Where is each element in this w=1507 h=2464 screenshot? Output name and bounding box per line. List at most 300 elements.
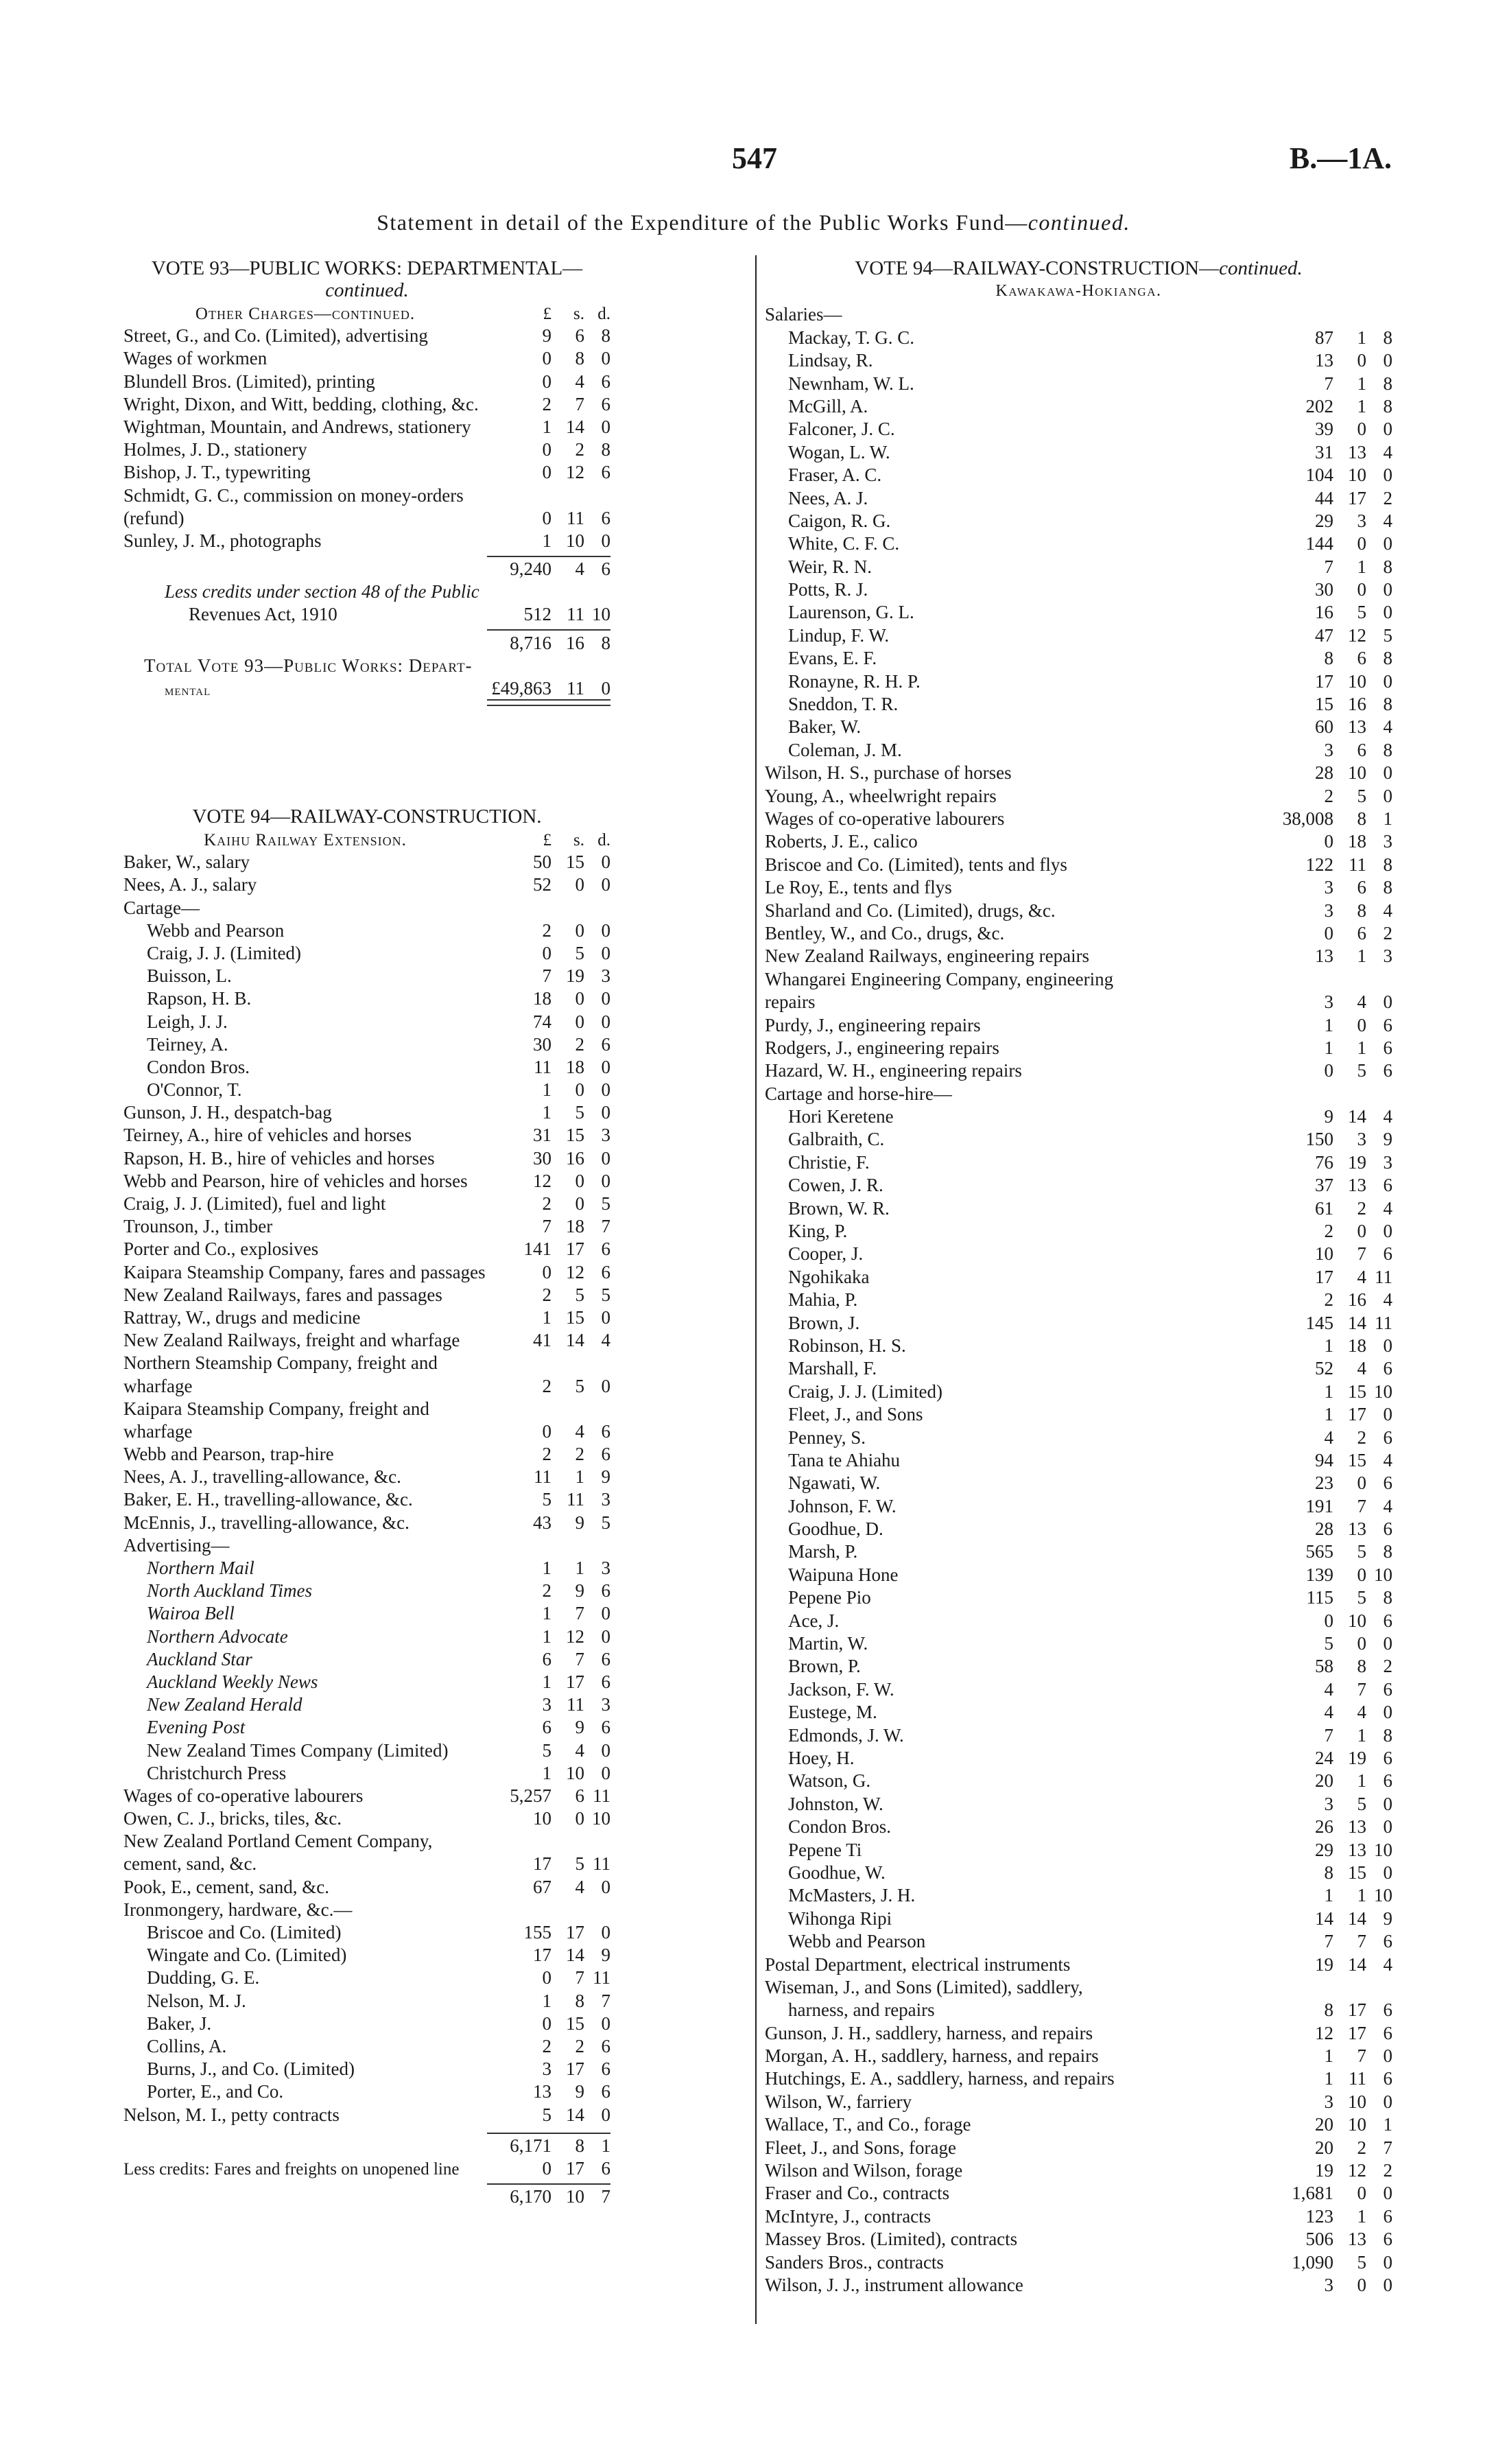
- amount-shillings: 17: [1348, 487, 1366, 508]
- vote94-title: VOTE 94—RAILWAY-CONSTRUCTION.: [192, 806, 542, 828]
- amount-pence: 7: [1383, 2137, 1392, 2158]
- expenditure-row: [765, 1632, 1392, 1654]
- amount-pence: 5: [601, 1512, 610, 1533]
- expenditure-row: [765, 1150, 1392, 1173]
- amount-pounds: 37: [1315, 1175, 1333, 1196]
- amount-pounds: 20: [1315, 2137, 1333, 2158]
- expenditure-row: [765, 1425, 1392, 1448]
- amount-shillings: 16: [1348, 694, 1366, 715]
- row-label: Nelson, M. I., petty contracts: [123, 2104, 340, 2125]
- expenditure-row: [765, 2067, 1392, 2089]
- expenditure-row: [765, 807, 1392, 830]
- row-label: Bishop, J. T., typewriting: [123, 462, 311, 483]
- amount-pounds: 31: [1315, 441, 1333, 462]
- amount-pence: 10: [592, 604, 610, 625]
- amount-pounds: 0: [542, 439, 551, 460]
- amount-pounds: 8,716: [510, 632, 551, 653]
- amount-shillings: 12: [1348, 624, 1366, 646]
- amount-pounds: 0: [1324, 922, 1333, 943]
- row-label: Cartage and horse-hire—: [765, 1083, 952, 1104]
- row-label: Auckland Weekly News: [147, 1671, 318, 1692]
- expenditure-row: [765, 944, 1392, 967]
- amount-shillings: 17: [1348, 2022, 1366, 2043]
- amount-pounds: 7: [542, 1216, 551, 1237]
- amount-shillings: 1: [1357, 556, 1366, 577]
- amount-pounds: 3: [1324, 739, 1333, 760]
- amount-shillings: 6: [575, 325, 584, 347]
- amount-pence: 10: [1374, 1885, 1392, 1906]
- amount-pence: 0: [1383, 2045, 1392, 2067]
- row-label: Massey Bros. (Limited), contracts: [765, 2229, 1018, 2250]
- amount-shillings: 11: [1349, 2068, 1366, 2089]
- row-label: Northern Mail: [147, 1558, 254, 1578]
- row-label: Mahia, P.: [788, 1289, 858, 1311]
- expenditure-row: [765, 1494, 1392, 1516]
- amount-shillings: 13: [1348, 716, 1366, 738]
- amount-pounds: 60: [1315, 716, 1333, 738]
- row-label: Teirney, A., hire of vehicles and horses: [123, 1125, 412, 1146]
- row-label: Fraser, A. C.: [788, 465, 882, 486]
- amount-shillings: 10: [566, 2186, 584, 2207]
- amount-pounds: 3: [1324, 992, 1333, 1013]
- expenditure-row: [765, 1540, 1392, 1562]
- expenditure-row: [765, 738, 1392, 760]
- amount-pence: 9: [1383, 1908, 1392, 1929]
- row-label: Gunson, J. H., saddlery, harness, and repairs: [765, 2022, 1093, 2043]
- row-label: Roberts, J. E., calico: [765, 831, 918, 852]
- row-label: Edmonds, J. W.: [788, 1724, 904, 1746]
- amount-pence: 10: [1374, 1381, 1392, 1402]
- amount-shillings: 11: [567, 507, 584, 528]
- amount-shillings: 9: [575, 1512, 584, 1533]
- amount-pounds: 0: [542, 348, 551, 369]
- amount-pounds: 11: [534, 1466, 551, 1488]
- expenditure-row: [765, 1448, 1392, 1471]
- row-label: Webb and Pearson: [788, 1931, 926, 1952]
- amount-shillings: 4: [575, 1420, 584, 1442]
- amount-pounds: 58: [1315, 1656, 1333, 1677]
- row-label: Pepene Ti: [788, 1839, 862, 1860]
- expenditure-row: [765, 1242, 1392, 1265]
- amount-pence: 0: [601, 1762, 610, 1783]
- expenditure-row: [765, 303, 1392, 325]
- amount-pounds: 47: [1315, 624, 1333, 646]
- amount-shillings: 4: [575, 559, 584, 580]
- amount-shillings: 8: [575, 2135, 584, 2156]
- expenditure-row: [123, 964, 610, 987]
- row-label: Rodgers, J., engineering repairs: [765, 1037, 999, 1058]
- shillings-header: s.: [573, 305, 584, 323]
- amount-pounds: 1: [542, 530, 551, 551]
- amount-pounds: 139: [1305, 1564, 1333, 1585]
- amount-shillings: 17: [566, 2157, 584, 2179]
- right-vote-title-continued: continued.: [1219, 257, 1303, 279]
- amount-pounds: 2: [542, 1193, 551, 1214]
- amount-shillings: 7: [1357, 2045, 1366, 2067]
- amount-shillings: 15: [1348, 1449, 1366, 1470]
- row-label: Goodhue, W.: [788, 1862, 886, 1883]
- expenditure-row: [123, 1442, 610, 1465]
- amount-shillings: 15: [1348, 1381, 1366, 1402]
- vote94-less: [123, 2157, 610, 2179]
- amount-pence: 6: [1383, 1931, 1392, 1952]
- amount-pounds: 94: [1315, 1449, 1333, 1470]
- expenditure-row: [123, 1101, 610, 1123]
- amount-shillings: 8: [1357, 808, 1366, 829]
- amount-shillings: 4: [575, 1876, 584, 1897]
- amount-pounds: 12: [1315, 2022, 1333, 2043]
- amount-pence: 4: [1383, 510, 1392, 531]
- expenditure-row: [123, 941, 610, 964]
- amount-pounds: 7: [1324, 1931, 1333, 1952]
- amount-pence: 6: [1383, 1610, 1392, 1631]
- amount-shillings: 5: [1357, 1060, 1366, 1081]
- amount-shillings: 14: [1348, 1953, 1366, 1975]
- amount-pence: 0: [1383, 350, 1392, 371]
- amount-pounds: 1: [542, 1079, 551, 1101]
- amount-pence: 4: [1383, 441, 1392, 462]
- row-label: wharfage: [123, 1375, 193, 1396]
- expenditure-row: [123, 1033, 610, 1055]
- amount-shillings: 9: [575, 1580, 584, 1601]
- amount-pounds: 1: [1324, 1404, 1333, 1425]
- vote93-title-continued: continued.: [325, 279, 409, 301]
- amount-pounds: 2: [542, 2035, 551, 2056]
- column-divider: [755, 255, 757, 2324]
- amount-pence: 6: [601, 1671, 610, 1692]
- amount-shillings: 1: [1357, 1885, 1366, 1906]
- amount-pounds: 9: [1324, 1106, 1333, 1127]
- amount-shillings: 6: [1357, 922, 1366, 943]
- expenditure-row: [765, 761, 1392, 784]
- row-label: Johnston, W.: [788, 1793, 883, 1814]
- amount-shillings: 7: [575, 1967, 584, 1988]
- amount-shillings: 13: [1348, 2229, 1366, 2250]
- amount-shillings: 12: [566, 1261, 584, 1282]
- amount-pounds: 5: [542, 2104, 551, 2125]
- amount-pounds: 8: [1324, 648, 1333, 669]
- row-label: Bentley, W., and Co., drugs, &c.: [765, 922, 1005, 943]
- amount-shillings: 4: [1357, 1358, 1366, 1379]
- row-label: repairs: [765, 992, 816, 1013]
- amount-pounds: 1: [1324, 1885, 1333, 1906]
- amount-pence: 6: [601, 2035, 610, 2056]
- amount-shillings: 1: [1357, 2205, 1366, 2227]
- row-label: Leigh, J. J.: [147, 1011, 228, 1032]
- row-label: Collins, A.: [147, 2035, 227, 2056]
- amount-pence: 3: [601, 1489, 610, 1510]
- amount-pence: 6: [601, 1444, 610, 1465]
- amount-pence: 6: [601, 462, 610, 483]
- row-label: wharfage: [123, 1420, 193, 1442]
- row-label: Teirney, A.: [147, 1033, 228, 1055]
- amount-shillings: 2: [1357, 2137, 1366, 2158]
- amount-pence: 9: [601, 1466, 610, 1488]
- row-label: Pook, E., cement, sand, &c.: [123, 1876, 329, 1897]
- amount-shillings: 1: [575, 1466, 584, 1488]
- row-label: Whangarei Engineering Company, engineering: [765, 968, 1114, 989]
- row-label: Condon Bros.: [147, 1056, 250, 1077]
- row-label: Wilson, J. J., instrument allowance: [765, 2274, 1023, 2295]
- amount-shillings: 0: [575, 1193, 584, 1214]
- amount-pounds: 0: [542, 2157, 551, 2179]
- expenditure-row: [123, 1465, 610, 1488]
- amount-pence: 6: [1383, 1770, 1392, 1792]
- amount-pence: 0: [1383, 2091, 1392, 2112]
- amount-shillings: 11: [567, 678, 584, 699]
- expenditure-row: [123, 1898, 610, 1921]
- amount-shillings: 14: [566, 1330, 584, 1351]
- amount-shillings: 0: [1357, 419, 1366, 440]
- row-label: Northern Steamship Company, freight and: [123, 1352, 438, 1374]
- expenditure-row: [765, 898, 1392, 921]
- expenditure-row: [765, 692, 1392, 715]
- amount-pounds: 17: [533, 1945, 551, 1966]
- amount-pounds: 13: [533, 2081, 551, 2102]
- amount-shillings: 0: [575, 1170, 584, 1191]
- expenditure-row: [123, 1875, 610, 1897]
- amount-pence: 6: [1383, 1060, 1392, 1081]
- amount-pounds: 1: [542, 1762, 551, 1783]
- amount-pounds: 144: [1305, 533, 1333, 554]
- row-label: Hori Keretene: [788, 1106, 894, 1127]
- amount-shillings: 5: [1357, 1541, 1366, 1562]
- expenditure-row: [765, 1975, 1392, 1998]
- amount-pence: 3: [601, 1125, 610, 1146]
- amount-pence: 6: [601, 1261, 610, 1282]
- row-label: Wages of co-operative labourers: [123, 1785, 364, 1806]
- amount-pence: 8: [1383, 694, 1392, 715]
- amount-pence: 1: [1383, 808, 1392, 829]
- amount-pounds: 1: [1324, 1381, 1333, 1402]
- amount-shillings: 12: [566, 462, 584, 483]
- expenditure-row: [765, 1906, 1392, 1929]
- amount-pence: 0: [601, 1626, 610, 1647]
- amount-pence: 10: [1374, 1839, 1392, 1860]
- expenditure-row: [765, 1952, 1392, 1975]
- row-label: New Zealand Portland Cement Company,: [123, 1831, 433, 1852]
- amount-pence: 8: [1383, 1724, 1392, 1746]
- amount-shillings: 17: [1348, 1999, 1366, 2021]
- amount-shillings: 4: [575, 1739, 584, 1761]
- amount-shillings: 0: [575, 1808, 584, 1829]
- amount-shillings: 12: [566, 1626, 584, 1647]
- double-rule: [487, 699, 610, 706]
- expenditure-row: [123, 1556, 610, 1579]
- expenditure-row: [765, 922, 1392, 944]
- amount-pounds: 30: [533, 1147, 551, 1169]
- row-label: Ace, J.: [788, 1610, 840, 1631]
- amount-pounds: 1: [542, 416, 551, 437]
- amount-pence: 0: [1383, 785, 1392, 806]
- row-label: Mackay, T. G. C.: [788, 327, 914, 348]
- amount-shillings: 4: [1357, 992, 1366, 1013]
- row-label: North Auckland Times: [147, 1580, 313, 1601]
- amount-pounds: 13: [1315, 946, 1333, 967]
- expenditure-row: [123, 506, 610, 529]
- expenditure-row: [123, 1693, 610, 1715]
- row-label: Craig, J. J. (Limited), fuel and light: [123, 1193, 386, 1214]
- amount-pence: 0: [1383, 1793, 1392, 1814]
- amount-pence: 0: [601, 1170, 610, 1191]
- amount-pence: 0: [601, 1739, 610, 1761]
- amount-shillings: 1: [1357, 327, 1366, 348]
- row-label: Wright, Dixon, and Witt, bedding, clothing, &c.: [123, 393, 479, 414]
- amount-shillings: 11: [567, 1694, 584, 1715]
- amount-pence: 6: [1383, 1999, 1392, 2021]
- amount-pounds: 1: [542, 1306, 551, 1328]
- less-credits-label-2: Revenues Act, 1910: [189, 604, 337, 625]
- expenditure-row: [123, 1670, 610, 1693]
- amount-shillings: 8: [1357, 900, 1366, 921]
- row-label: Baker, W.: [788, 716, 862, 738]
- row-label: Fraser and Co., contracts: [765, 2183, 950, 2204]
- expenditure-row: [123, 1988, 610, 2011]
- amount-pounds: 76: [1315, 1151, 1333, 1173]
- amount-pence: 8: [1383, 739, 1392, 760]
- expenditure-row: [765, 2227, 1392, 2250]
- row-label: Goodhue, D.: [788, 1518, 883, 1540]
- amount-pence: 6: [1383, 1518, 1392, 1540]
- amount-pounds: 0: [1324, 1060, 1333, 1081]
- amount-pounds: 3: [542, 1694, 551, 1715]
- row-label: Rapson, H. B.: [147, 988, 252, 1009]
- amount-pounds: 2: [542, 1375, 551, 1396]
- amount-pounds: 104: [1305, 465, 1333, 486]
- vote93-subtotal: [123, 557, 610, 580]
- row-label: New Zealand Railways, fares and passages: [123, 1284, 442, 1305]
- expenditure-row: [765, 600, 1392, 623]
- row-label: Penney, S.: [788, 1427, 866, 1448]
- row-label: Le Roy, E., tents and flys: [765, 877, 952, 898]
- amount-shillings: 1: [1357, 1770, 1366, 1792]
- right-vote-title-text: VOTE 94—RAILWAY-CONSTRUCTION—: [855, 257, 1220, 279]
- amount-shillings: 9: [575, 2081, 584, 2102]
- amount-pence: 0: [601, 416, 610, 437]
- row-label: Wallace, T., and Co., forage: [765, 2114, 971, 2135]
- expenditure-row: [765, 876, 1392, 898]
- amount-pounds: 0: [542, 942, 551, 963]
- amount-pence: 0: [1383, 762, 1392, 784]
- amount-shillings: 5: [1357, 2251, 1366, 2273]
- amount-shillings: 7: [1357, 1678, 1366, 1700]
- amount-shillings: 11: [1349, 854, 1366, 875]
- amount-shillings: 7: [575, 1603, 584, 1624]
- expenditure-row: [765, 852, 1392, 875]
- amount-pounds: 6,170: [510, 2186, 551, 2207]
- amount-pence: 0: [1383, 1404, 1392, 1425]
- amount-pounds: 506: [1305, 2229, 1333, 2250]
- amount-pence: 2: [1383, 2160, 1392, 2181]
- row-label: Johnson, F. W.: [788, 1495, 897, 1516]
- row-label: Baker, E. H., travelling-allowance, &c.: [123, 1489, 413, 1510]
- statement-title-text: Statement in detail of the Expenditure of the Public Works Fund—: [377, 210, 1028, 235]
- vote93-total-line1: [123, 654, 610, 677]
- expenditure-row: [765, 2044, 1392, 2067]
- amount-shillings: 8: [1357, 1656, 1366, 1677]
- row-label: Dudding, G. E.: [147, 1967, 260, 1988]
- amount-pence: 0: [1383, 1702, 1392, 1723]
- amount-shillings: 4: [1357, 1702, 1366, 1723]
- row-label: Trounson, J., timber: [123, 1216, 273, 1237]
- row-label: Baker, W., salary: [123, 852, 250, 873]
- vote94-column-header: [123, 828, 610, 850]
- amount-pence: 10: [592, 1808, 610, 1829]
- row-label: New Zealand Railways, engineering repairs: [765, 946, 1090, 967]
- amount-pence: 8: [1383, 854, 1392, 875]
- amount-pence: 6: [601, 371, 610, 392]
- amount-shillings: 15: [566, 852, 584, 873]
- row-label: Wairoa Bell: [147, 1603, 235, 1624]
- amount-pounds: 565: [1305, 1541, 1333, 1562]
- row-label: Owen, C. J., bricks, tiles, &c.: [123, 1808, 342, 1829]
- row-label: Brown, W. R.: [788, 1197, 890, 1219]
- expenditure-row: [123, 2034, 610, 2057]
- amount-pence: 0: [601, 852, 610, 873]
- row-label: Cooper, J.: [788, 1243, 864, 1265]
- amount-pounds: 1: [1324, 1037, 1333, 1058]
- amount-pence: 6: [1383, 2229, 1392, 2250]
- expenditure-row: [123, 1807, 610, 1829]
- amount-shillings: 0: [1357, 533, 1366, 554]
- expenditure-row: [765, 1265, 1392, 1287]
- amount-pounds: £49,863: [491, 678, 551, 699]
- expenditure-row: [765, 830, 1392, 852]
- amount-shillings: 5: [575, 1853, 584, 1875]
- vote93-less-line1: [123, 580, 610, 602]
- amount-pence: 6: [601, 559, 610, 580]
- expenditure-row: [765, 2250, 1392, 2273]
- amount-pounds: 0: [542, 2013, 551, 2034]
- amount-pence: 0: [601, 2104, 610, 2125]
- less-credits-label: Less credits: Fares and freights on unopened line: [123, 2159, 460, 2179]
- expenditure-row: [765, 463, 1392, 486]
- row-label: Gunson, J. H., despatch-bag: [123, 1102, 332, 1123]
- expenditure-row: [765, 1081, 1392, 1104]
- amount-pounds: 3: [1324, 2091, 1333, 2112]
- amount-pounds: 5: [1324, 1633, 1333, 1654]
- expenditure-row: [123, 324, 610, 347]
- row-label: Brown, J.: [788, 1312, 860, 1333]
- expenditure-row: [765, 1608, 1392, 1631]
- amount-pence: 0: [601, 919, 610, 941]
- statement-continued: continued.: [1028, 210, 1130, 235]
- expenditure-row: [765, 325, 1392, 348]
- expenditure-row: [123, 850, 610, 873]
- amount-shillings: 2: [575, 439, 584, 460]
- amount-pounds: 2: [1324, 1289, 1333, 1311]
- amount-shillings: 0: [1357, 1633, 1366, 1654]
- amount-pence: 0: [601, 1876, 610, 1897]
- expenditure-row: [123, 1943, 610, 1966]
- amount-pence: 0: [601, 1306, 610, 1328]
- amount-pounds: 1: [542, 1626, 551, 1647]
- amount-pounds: 9,240: [510, 559, 551, 580]
- amount-pounds: 18: [533, 988, 551, 1009]
- expenditure-row: [123, 1761, 610, 1784]
- row-label: Porter, E., and Co.: [147, 2081, 284, 2102]
- amount-pence: 6: [601, 2081, 610, 2102]
- expenditure-row: [123, 2057, 610, 2080]
- row-label: Street, G., and Co. (Limited), advertising: [123, 325, 428, 347]
- expenditure-row: [123, 1123, 610, 1146]
- expenditure-row: [765, 1998, 1392, 2021]
- row-label: Robinson, H. S.: [788, 1335, 906, 1356]
- amount-shillings: 0: [575, 988, 584, 1009]
- amount-pence: 7: [601, 1990, 610, 2011]
- row-label: Pepene Pio: [788, 1587, 871, 1608]
- row-label: Evans, E. F.: [788, 648, 877, 669]
